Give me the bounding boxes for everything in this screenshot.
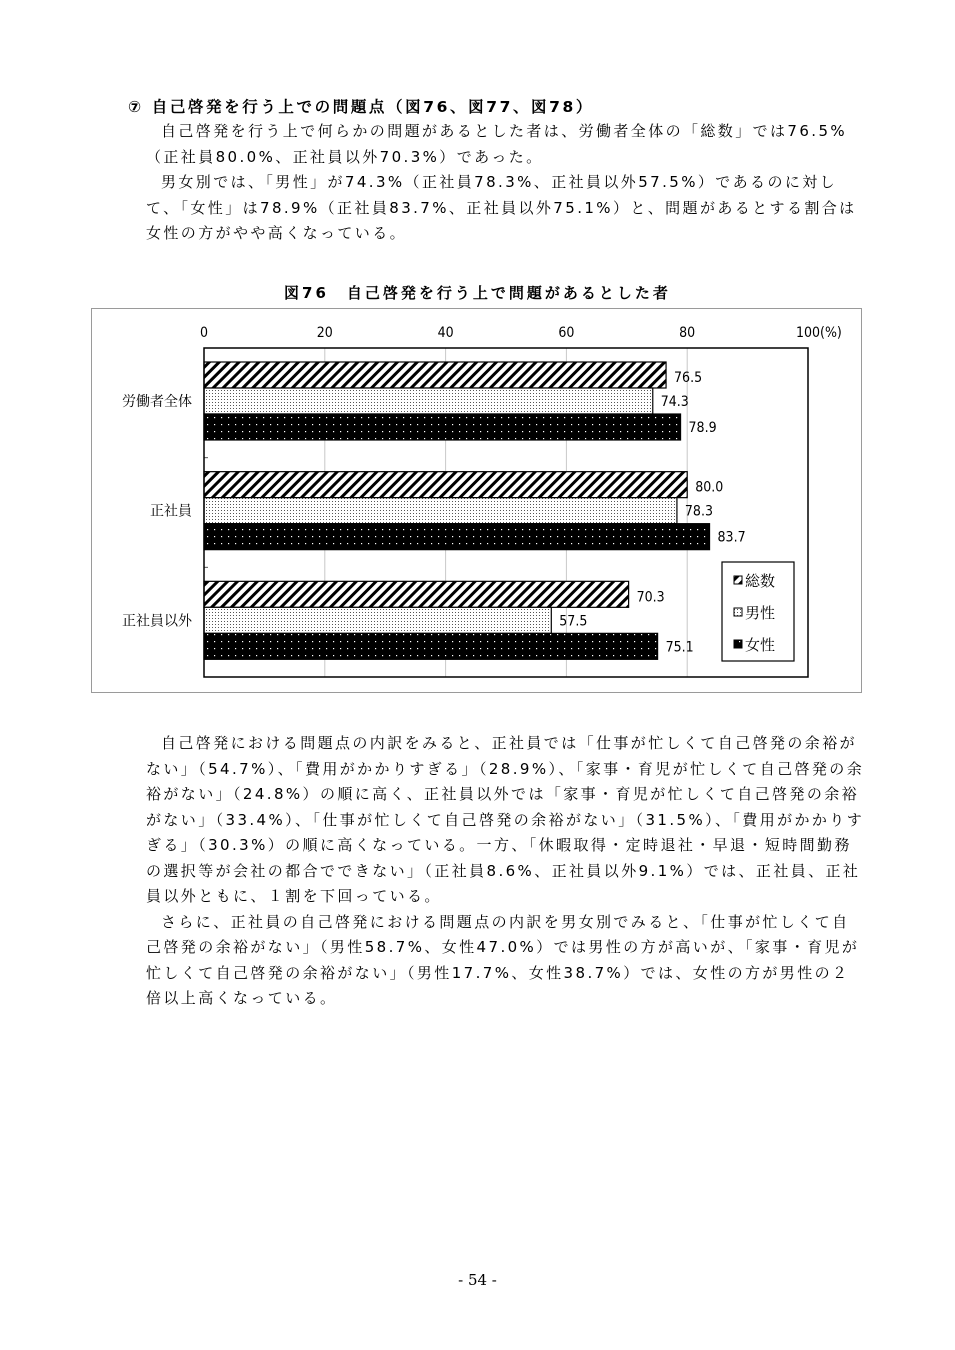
bar-男性 xyxy=(204,498,677,524)
bars xyxy=(204,362,710,659)
category-labels xyxy=(122,393,208,629)
body-paragraph-1: 自己啓発における問題点の内訳をみると、正社員では「仕事が忙しくて自己啓発の余裕がない」（54.7%）、「費用がかかりすぎる」（28.9%）、「家事・育児が忙しくて自己啓発の余裕がない」（24.8%）の順に高く、正社員以外では「家事・育児が忙しくて自己啓発の余裕がない」（33.4%）、「仕事が忙しくて自己啓発の余裕がない」（31.5%）、「費用がかかりすぎる」（30.3%）の順に高くなっている。一方、「休暇取得・定時退社・早退・短時間勤務の選択等が会社の都合でできない」（正社員8.6%、正社員以外9.1%）では、正社員、正社員以外ともに、１割を下回っている。 xyxy=(146,734,865,905)
data-label: 57.5 xyxy=(559,613,588,630)
data-label: 78.3 xyxy=(684,503,713,520)
legend-label: 女性 xyxy=(745,636,776,654)
legend-swatch xyxy=(734,640,742,648)
intro-text xyxy=(146,119,866,247)
page-number: - 54 - xyxy=(458,1271,497,1289)
legend-label: 男性 xyxy=(745,604,776,622)
x-tick-label: 0 xyxy=(199,325,209,341)
bar-女性 xyxy=(204,414,681,440)
bar-女性 xyxy=(204,633,658,659)
body-paragraph-2: さらに、正社員の自己啓発における問題点の内訳を男女別でみると、「仕事が忙しくて自己啓発の余裕がない」（男性58.7%、女性47.0%）では男性の方が高いが、「家事・育児が忙しくて自己啓発の余裕がない」（男性17.7%、女性38.7%）では、女性の方が男性の２倍以上高くなっている。 xyxy=(146,912,860,1007)
legend-swatch xyxy=(734,608,742,616)
intro-paragraph-2: 男女別では、「男性」が74.3%（正社員78.3%、正社員以外57.5%）であるのに対して、「女性」は78.9%（正社員83.7%、正社員以外75.1%）と、問題があるとする割合は女性の方がやや高くなっている。 xyxy=(146,173,857,242)
data-label: 76.5 xyxy=(674,370,703,386)
bar-chart xyxy=(92,309,863,694)
data-label: 78.9 xyxy=(688,420,717,436)
data-label: 80.0 xyxy=(695,479,724,496)
x-axis-ticks xyxy=(200,325,842,341)
data-label: 74.3 xyxy=(660,394,689,410)
bar-女性 xyxy=(204,524,710,550)
bar-総数 xyxy=(204,472,687,498)
bar-総数 xyxy=(204,362,666,388)
x-tick-label: 60 xyxy=(558,325,575,341)
bar-男性 xyxy=(204,607,551,633)
body-text xyxy=(146,731,866,1012)
x-tick-label: 20 xyxy=(316,325,333,341)
data-label: 83.7 xyxy=(717,529,746,546)
data-label: 70.3 xyxy=(636,589,665,606)
category-label: 労働者全体 xyxy=(122,394,192,410)
figure-title: 図76 自己啓発を行う上で問題があるとした者 xyxy=(284,284,671,302)
bar-男性 xyxy=(204,388,653,414)
legend xyxy=(722,562,794,661)
legend-swatch xyxy=(734,576,742,584)
data-label: 75.1 xyxy=(665,639,694,656)
category-label: 正社員 xyxy=(150,503,192,520)
x-tick-label: 100(%) xyxy=(796,325,842,341)
section-heading: ⑦ 自己啓発を行う上での問題点（図76、図77、図78） xyxy=(128,98,595,116)
category-label: 正社員以外 xyxy=(122,613,192,630)
chart-frame xyxy=(91,308,862,693)
x-tick-label: 80 xyxy=(679,325,696,341)
intro-paragraph-1: 自己啓発を行う上で何らかの問題があるとした者は、労働者全体の「総数」では76.5%（正社員80.0%、正社員以外70.3%）であった。 xyxy=(146,122,848,166)
x-tick-label: 40 xyxy=(437,325,454,341)
bar-総数 xyxy=(204,581,629,607)
legend-label: 総数 xyxy=(745,572,776,590)
